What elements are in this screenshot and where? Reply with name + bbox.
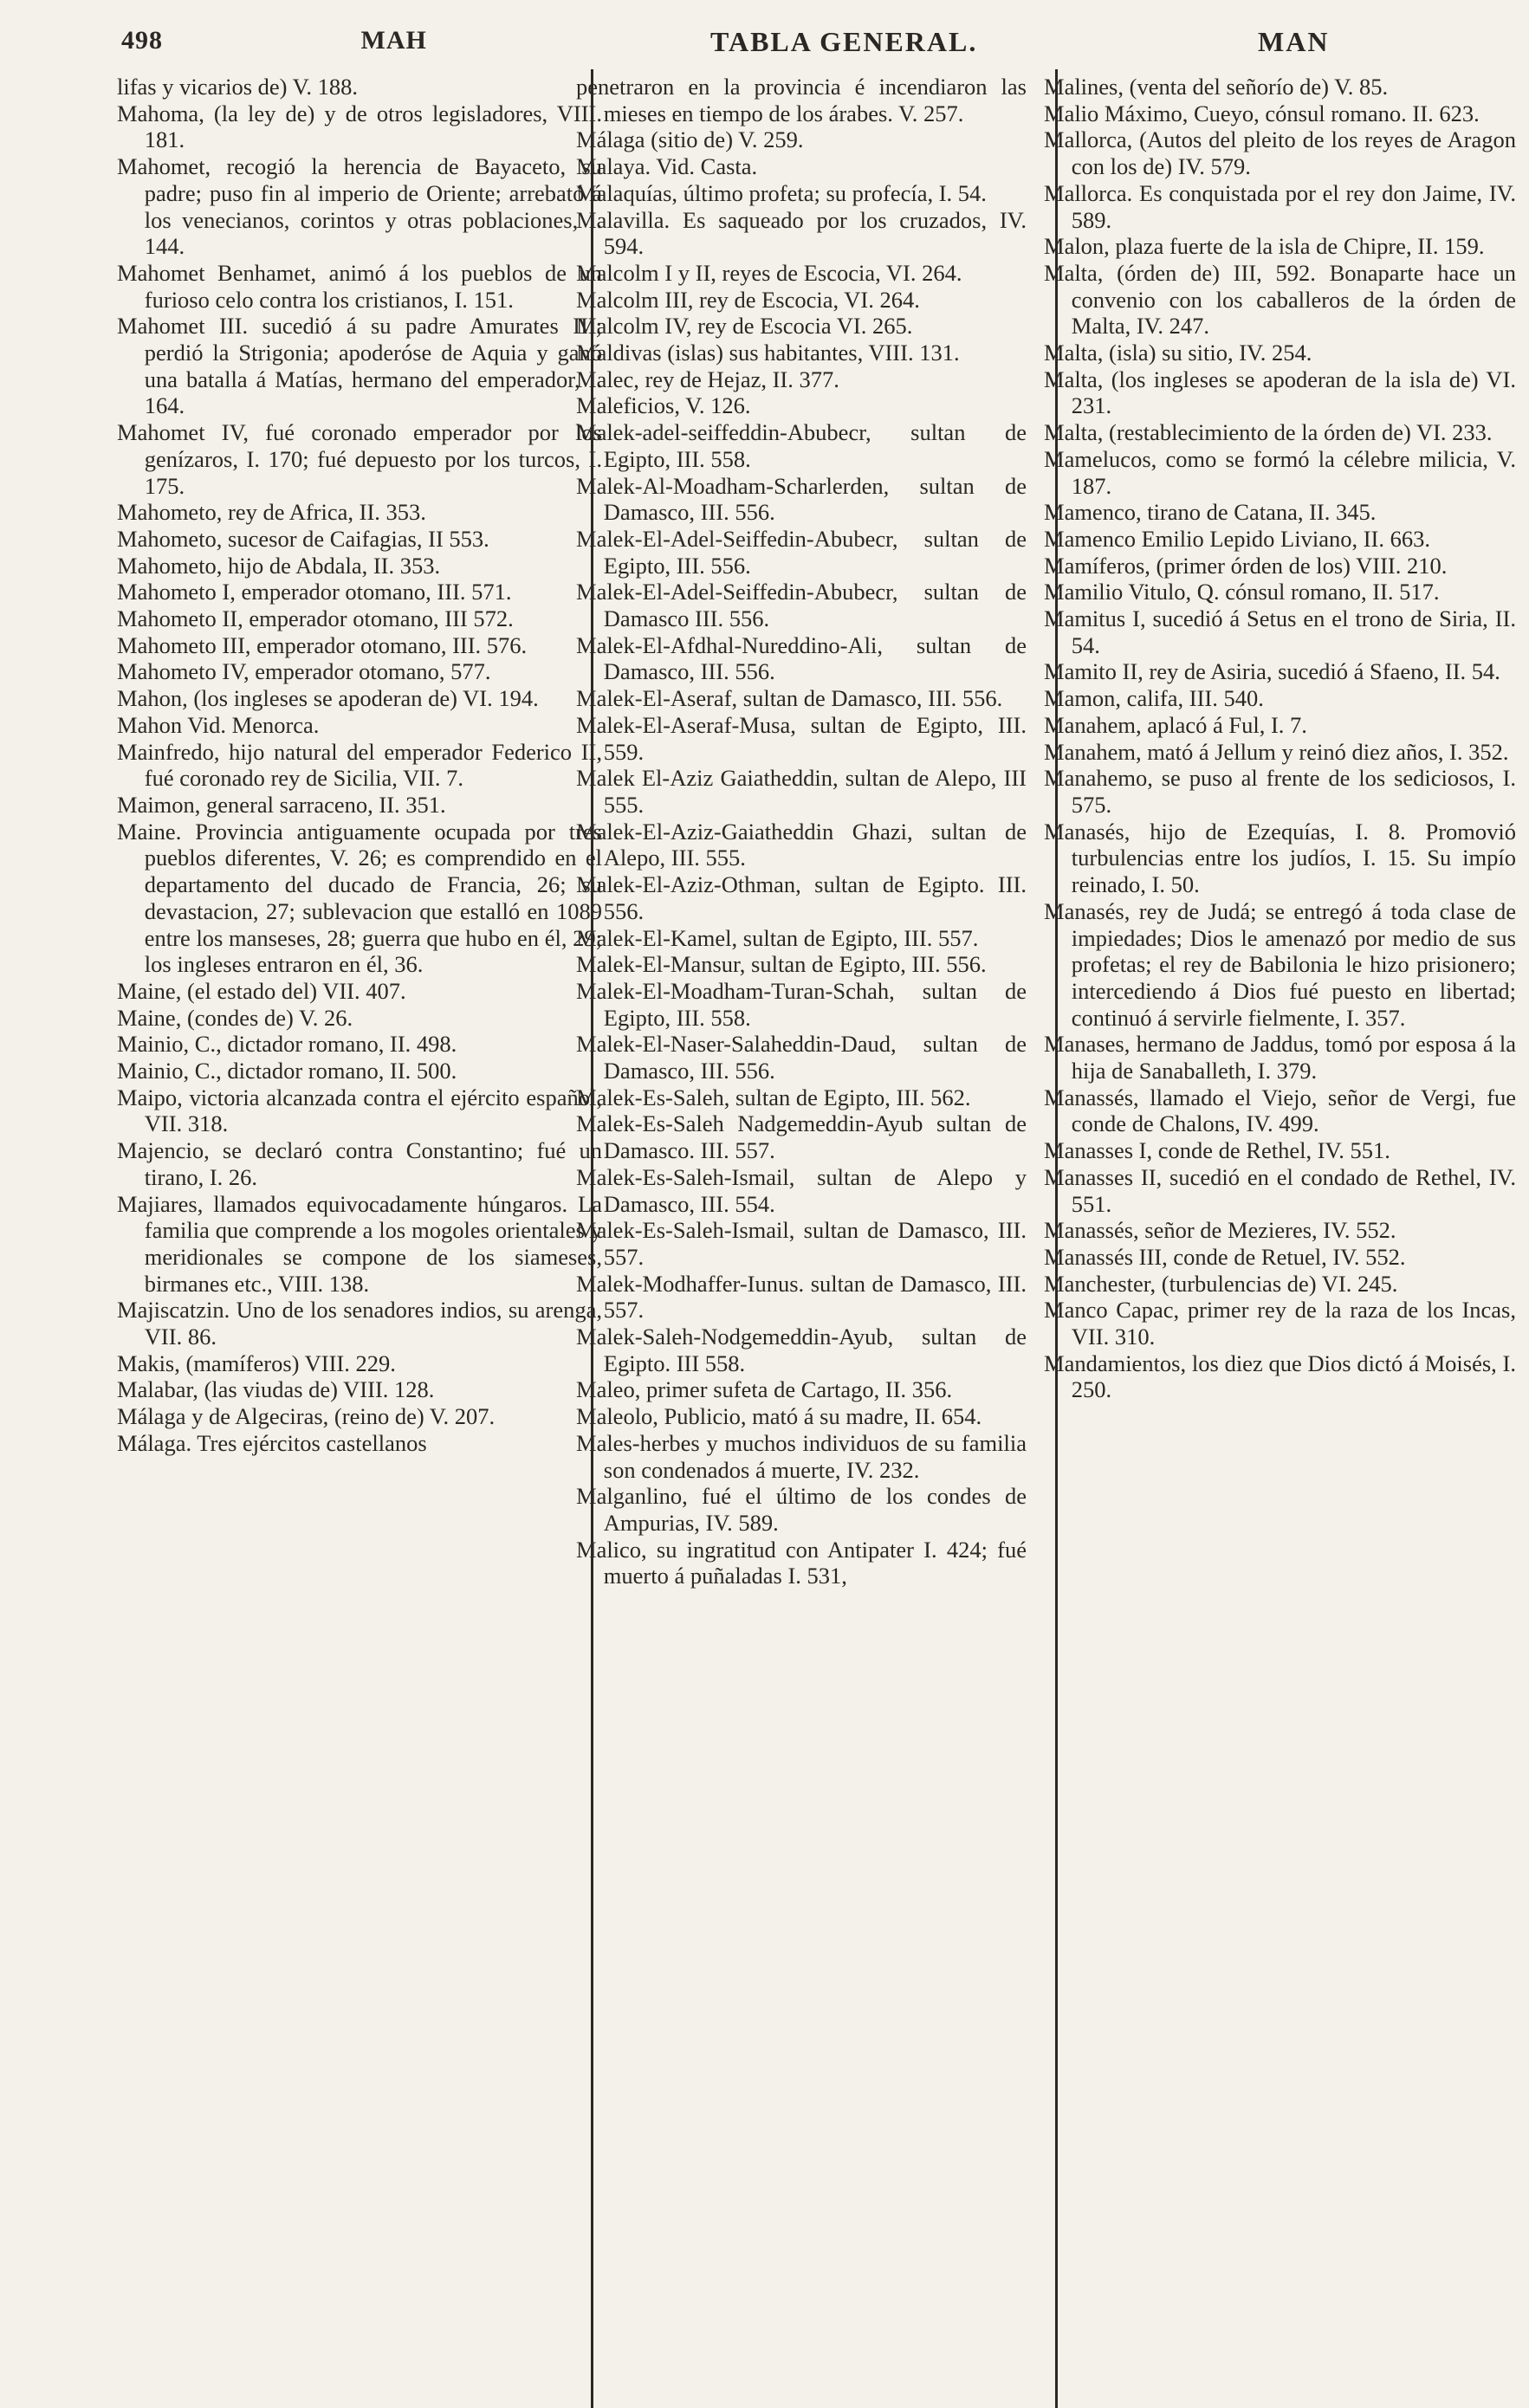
- index-entry: Mainio, C., dictador romano, II. 498.: [117, 1031, 457, 1058]
- index-entry: Mahometo, hijo de Abdala, II. 353.: [117, 552, 441, 579]
- index-entry: Malek El-Aziz Gaiatheddin, sultan de Alepo, III 555.: [576, 765, 1027, 818]
- index-entry: Malek-El-Aseraf-Musa, sultan de Egipto, III. 559.: [576, 711, 1027, 765]
- index-entry: Malta, (los ingleses se apoderan de la isla de) VI. 231.: [1044, 366, 1516, 419]
- index-entry: Maldivas (islas) sus habitantes, VIII. 131.: [576, 340, 960, 366]
- index-entry: Malta, (órden de) III, 592. Bonaparte hace un convenio con los caballeros de la órden de Malta, IV. 247.: [1044, 259, 1516, 340]
- index-entry: Malek-Es-Saleh-Ismail, sultan de Damasco, III. 557.: [576, 1217, 1027, 1270]
- index-entry: Malek-Saleh-Nodgemeddin-Ayub, sultan de Egipto. III 558.: [576, 1324, 1027, 1376]
- index-entry: Majiares, llamados equivocadamente húngaros. La familia que comprende a los mogoles orientales y meridionales se compone de los siameses, birmanes etc., VIII. 138.: [117, 1190, 602, 1297]
- index-entry: Manahemo, se puso al frente de los sediciosos, I. 575.: [1044, 765, 1516, 818]
- index-entry: Malek-El-Adel-Seiffedin-Abubecr, sultan de Damasco III. 556.: [576, 579, 1027, 632]
- index-entry: Malek-Modhaffer-Iunus. sultan de Damasco, III. 557.: [576, 1270, 1027, 1324]
- page-header: [121, 26, 1512, 69]
- index-entry: penetraron en la provincia é incendiaron las mieses en tiempo de los árabes. V. 257.: [576, 74, 1027, 126]
- index-entry: Males-herbes y muchos individuos de su familia son condenados á muerte, IV. 232.: [576, 1429, 1027, 1483]
- index-entry: Mahomet, recogió la herencia de Bayaceto, su padre; puso fin al imperio de Oriente; arrebató á los venecianos, corintos y otras poblaciones, I. 144.: [117, 153, 602, 260]
- index-entry: Makis, (mamíferos) VIII. 229.: [117, 1350, 396, 1376]
- index-entry: Manassés III, conde de Retuel, IV. 552.: [1044, 1243, 1406, 1270]
- page-number: 498: [121, 26, 163, 55]
- running-head-left: MAH: [360, 26, 427, 55]
- running-title: TABLA GENERAL.: [710, 26, 978, 57]
- index-entry: Manassés, señor de Mezieres, IV. 552.: [1044, 1217, 1396, 1244]
- index-entry: Maine, (el estado del) VII. 407.: [117, 977, 406, 1004]
- index-entry: Malaquías, último profeta; su profecía, I. 54.: [576, 179, 987, 206]
- index-entry: Manahem, mató á Jellum y reinó diez años, I. 352.: [1044, 738, 1509, 765]
- index-entry: Manasés, hijo de Ezequías, I. 8. Promovió turbulencias entre los judíos, I. 15. Su impío reinado, I. 50.: [1044, 818, 1516, 898]
- index-entry: Málaga. Tres ejércitos castellanos: [117, 1429, 427, 1456]
- index-entry: Majiscatzin. Uno de los senadores indios, su arenga, VII. 86.: [117, 1297, 602, 1350]
- index-entry: Malek-adel-seiffeddin-Abubecr, sultan de Egipto, III. 558.: [576, 419, 1027, 472]
- index-entry: Malek-El-Adel-Seiffedin-Abubecr, sultan de Egipto, III. 556.: [576, 525, 1027, 579]
- index-entry: Malcolm IV, rey de Escocia VI. 265.: [576, 313, 913, 340]
- index-entry: Mamilio Vitulo, Q. cónsul romano, II. 517.: [1044, 579, 1440, 605]
- header-left: [121, 26, 427, 55]
- index-entry: Manasses I, conde de Rethel, IV. 551.: [1044, 1137, 1390, 1164]
- index-entry: Malon, plaza fuerte de la isla de Chipre, II. 159.: [1044, 233, 1485, 260]
- index-entry: Maleficios, V. 126.: [576, 392, 751, 419]
- index-entry: Maipo, victoria alcanzada contra el ejército español, VII. 318.: [117, 1084, 602, 1137]
- index-entry: Manco Capac, primer rey de la raza de los Incas, VII. 310.: [1044, 1297, 1516, 1350]
- index-entry: Manasses II, sucedió en el condado de Rethel, IV. 551.: [1044, 1163, 1516, 1217]
- index-entry: Maimon, general sarraceno, II. 351.: [117, 791, 446, 818]
- index-entry: Mamenco Emilio Lepido Liviano, II. 663.: [1044, 525, 1430, 552]
- index-entry: Mahometo IV, emperador otomano, 577.: [117, 658, 491, 685]
- index-entry: Mallorca. Es conquistada por el rey don Jaime, IV. 589.: [1044, 179, 1516, 233]
- index-entry: Malek-Es-Saleh-Ismail, sultan de Alepo y Damasco, III. 554.: [576, 1163, 1027, 1217]
- index-entry: Malek-Es-Saleh Nadgemeddin-Ayub sultan de Damasco. III. 557.: [576, 1110, 1027, 1164]
- index-entry: Mahomet IV, fué coronado emperador por los genízaros, I. 170; fué depuesto por los turcos, I. 175.: [117, 419, 602, 499]
- index-entry: Mamíferos, (primer órden de los) VIII. 210.: [1044, 552, 1448, 579]
- index-entry: Maleolo, Publicio, mató á su madre, II. 654.: [576, 1403, 982, 1430]
- index-column-2: [576, 74, 1027, 1589]
- index-entry: Mandamientos, los diez que Dios dictó á Moisés, I. 250.: [1044, 1350, 1516, 1403]
- index-entry: Malico, su ingratitud con Antipater I. 424; fué muerto á puñaladas I. 531,: [576, 1536, 1027, 1589]
- index-entry: Mahometo I, emperador otomano, III. 571.: [117, 579, 512, 605]
- index-entry: Manahem, aplacó á Ful, I. 7.: [1044, 711, 1307, 738]
- index-entry: Mahomet Benhamet, animó á los pueblos de un furioso celo contra los cristianos, I. 151.: [117, 259, 602, 313]
- index-entry: Mamelucos, como se formó la célebre milicia, V. 187.: [1044, 445, 1516, 499]
- running-head-right: MAN: [1258, 26, 1330, 57]
- index-entry: Mamenco, tirano de Catana, II. 345.: [1044, 499, 1377, 526]
- index-entry: Malines, (venta del señorío de) V. 85.: [1044, 74, 1389, 100]
- index-entry: Mahon, (los ingleses se apoderan de) VI. 194.: [117, 685, 539, 712]
- index-entry: Mahomet III. sucedió á su padre Amurates III; perdió la Strigonia; apoderóse de Aquia y ganó una batalla á Matías, hermano del emperador, I. 164.: [117, 313, 602, 419]
- index-entry: Mahometo III, emperador otomano, III. 576.: [117, 631, 528, 658]
- index-column-1: [117, 74, 602, 1457]
- index-entry: Malek-El-Aziz-Othman, sultan de Egipto. III. 556.: [576, 871, 1027, 924]
- index-entry: Manasés, rey de Judá; se entregó á toda clase de impiedades; Dios le amenazó por medio de sus profetas; el rey de Babilonia le hizo prisionero; intercediendo á Dios fué puesto en libertad; continuó á servirle fielmente, I. 357.: [1044, 897, 1516, 1031]
- index-entry: Mainfredo, hijo natural del emperador Federico II, fué coronado rey de Sicilia, VII. 7.: [117, 738, 602, 792]
- index-entry: Majencio, se declaró contra Constantino; fué un tirano, I. 26.: [117, 1137, 602, 1190]
- index-entry: Malek-Es-Saleh, sultan de Egipto, III. 562.: [576, 1084, 971, 1110]
- index-entry: Manchester, (turbulencias de) VI. 245.: [1044, 1270, 1398, 1297]
- index-entry: Malek-El-Aseraf, sultan de Damasco, III. 556.: [576, 685, 1003, 712]
- index-entry: Mahometo II, emperador otomano, III 572.: [117, 605, 514, 632]
- index-entry: Malta, (restablecimiento de la órden de) VI. 233.: [1044, 419, 1493, 446]
- index-entry: Malavilla. Es saqueado por los cruzados, IV. 594.: [576, 206, 1027, 260]
- index-entry: Malganlino, fué el último de los condes de Ampurias, IV. 589.: [576, 1483, 1027, 1536]
- index-entry: Malek-Al-Moadham-Scharlerden, sultan de Damasco, III. 556.: [576, 472, 1027, 526]
- index-entry: Malek-El-Afdhal-Nureddino-Ali, sultan de Damasco, III. 556.: [576, 631, 1027, 685]
- index-entry: Malek-El-Aziz-Gaiatheddin Ghazi, sultan de Alepo, III. 555.: [576, 818, 1027, 871]
- index-entry: Mahoma, (la ley de) y de otros legisladores, VIII. 181.: [117, 100, 602, 153]
- index-entry: Mallorca, (Autos del pleito de los reyes de Aragon con los de) IV. 579.: [1044, 126, 1516, 180]
- index-entry: Maine, (condes de) V. 26.: [117, 1004, 353, 1031]
- index-entry: Malek-El-Moadham-Turan-Schah, sultan de Egipto, III. 558.: [576, 977, 1027, 1031]
- index-entry: lifas y vicarios de) V. 188.: [117, 74, 358, 100]
- index-entry: Mamon, califa, III. 540.: [1044, 685, 1264, 712]
- index-entry: Manassés, llamado el Viejo, señor de Vergi, fue conde de Chalons, IV. 499.: [1044, 1084, 1516, 1137]
- index-entry: Manases, hermano de Jaddus, tomó por esposa á la hija de Sanaballeth, I. 379.: [1044, 1031, 1516, 1084]
- index-entry: Malcolm III, rey de Escocia, VI. 264.: [576, 286, 920, 313]
- index-entry: Malek-El-Naser-Salaheddin-Daud, sultan de Damasco, III. 556.: [576, 1031, 1027, 1084]
- index-entry: Málaga y de Algeciras, (reino de) V. 207.: [117, 1403, 496, 1430]
- index-entry: Málaga (sitio de) V. 259.: [576, 126, 804, 153]
- index-entry: Malcolm I y II, reyes de Escocia, VI. 264.: [576, 259, 962, 286]
- index-entry: Malec, rey de Hejaz, II. 377.: [576, 366, 839, 392]
- index-entry: Malabar, (las viudas de) VIII. 128.: [117, 1376, 435, 1403]
- index-entry: Malek-El-Mansur, sultan de Egipto, III. 556.: [576, 951, 987, 978]
- index-entry: Mahometo, rey de Africa, II. 353.: [117, 499, 426, 526]
- index-entry: Maleo, primer sufeta de Cartago, II. 356.: [576, 1376, 953, 1403]
- index-entry: Mahon Vid. Menorca.: [117, 711, 320, 738]
- index-entry: Mahometo, sucesor de Caifagias, II 553.: [117, 525, 489, 552]
- index-entry: Malta, (isla) su sitio, IV. 254.: [1044, 340, 1312, 366]
- index-entry: Malio Máximo, Cueyo, cónsul romano. II. 623.: [1044, 100, 1480, 126]
- index-entry: Mamitus I, sucedió á Setus en el trono de Siria, II. 54.: [1044, 605, 1516, 658]
- index-entry: Mainio, C., dictador romano, II. 500.: [117, 1058, 457, 1084]
- index-entry: Malek-El-Kamel, sultan de Egipto, III. 557.: [576, 924, 979, 951]
- index-entry: Malaya. Vid. Casta.: [576, 153, 758, 180]
- index-entry: Mamito II, rey de Asiria, sucedió á Sfaeno, II. 54.: [1044, 658, 1500, 685]
- index-column-3: [1044, 74, 1516, 1403]
- index-entry: Maine. Provincia antiguamente ocupada por tres pueblos diferentes, V. 26; es comprendido en el departamento del ducado de Francia, 26; su devastacion, 27; sublevacion que estalló en 1089 entre los manseses, 28; guerra que hubo en él, 29; los ingleses entraron en él, 36.: [117, 818, 602, 978]
